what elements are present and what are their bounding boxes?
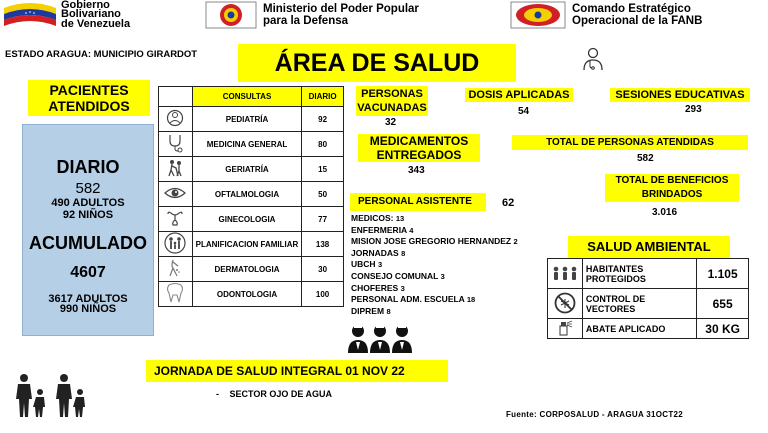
personal-total: 62	[502, 197, 515, 209]
medicamentos-line-2: ENTREGADOS	[376, 148, 462, 162]
header-command	[510, 0, 702, 30]
header-gov	[2, 0, 130, 30]
personas-vacunadas-line-2: VACUNADAS	[357, 102, 427, 114]
header-ministry	[205, 0, 419, 30]
total-beneficios-line-2: BRINDADOS	[641, 188, 703, 200]
medicamentos-value: 343	[408, 165, 425, 176]
consulta-label: PLANIFICACION FAMILIAR	[192, 232, 301, 257]
sector-label: SECTOR OJO DE AGUA	[229, 389, 333, 399]
ministry-line-1: Ministerio del Poder Popular	[263, 3, 419, 15]
consulta-label: DERMATOLOGIA	[192, 257, 301, 282]
family-pictogram-icon	[14, 373, 94, 418]
ambiental-value: 1.105	[697, 259, 749, 289]
ambiental-value: 30 KG	[697, 319, 749, 339]
acumulado-ninos: 990 NIÑOS	[59, 303, 117, 315]
table-row	[159, 132, 344, 157]
diario-label: DIARIO	[56, 157, 120, 177]
diario-col-header: DIARIO	[302, 87, 344, 107]
list-item: CHOFERES 3	[351, 282, 405, 293]
medicamentos-line-1: MEDICAMENTOS	[369, 134, 469, 148]
acumulado-total: 4607	[70, 264, 106, 281]
venezuela-flag-icon	[2, 0, 58, 30]
table-row	[159, 157, 344, 182]
list-item: PERSONAL ADM. ESCUELA 18	[351, 294, 476, 305]
consultas-header-row	[159, 87, 344, 107]
medical-staff-icon	[347, 322, 413, 354]
ambiental-table	[547, 258, 749, 339]
list-item: MISION JOSE GREGORIO HERNANDEZ 2	[351, 236, 518, 247]
pacientes-heading	[28, 80, 150, 116]
consulta-value: 77	[302, 207, 344, 232]
gov-text	[61, 1, 130, 30]
list-item: UBCH 3	[351, 259, 383, 270]
personas-vacunadas-value: 32	[385, 117, 397, 128]
skin-icon	[165, 258, 185, 278]
dosis-value: 54	[518, 106, 530, 117]
gov-line-1: Gobierno	[61, 0, 110, 11]
consulta-value: 80	[302, 132, 344, 157]
gov-line-3: de Venezuela	[61, 17, 131, 30]
table-row	[548, 289, 749, 319]
total-personas-label: TOTAL DE PERSONAS ATENDIDAS	[512, 135, 748, 150]
ambiental-label: HABITANTES PROTEGIDOS	[582, 259, 696, 289]
uterus-icon	[165, 208, 185, 228]
acumulado-label: ACUMULADO	[29, 233, 147, 253]
personal-label: PERSONAL ASISTENTE	[350, 193, 486, 211]
ministry-line-2: para la Defensa	[263, 15, 349, 27]
consulta-label: GINECOLOGIA	[192, 207, 301, 232]
people-icon	[551, 266, 579, 280]
sector-line	[216, 389, 332, 399]
consulta-label: PEDIATRÍA	[192, 107, 301, 132]
total-beneficios-value: 3.016	[652, 207, 678, 218]
command-line-2: Operacional de la FANB	[572, 15, 703, 27]
list-item: DIPREM 8	[351, 305, 391, 316]
total-beneficios-label	[605, 174, 739, 202]
fuente-label: Fuente: CORPOSALUD - ARAGUA 31OCT22	[506, 410, 684, 419]
table-row	[159, 282, 344, 307]
page-title: ÁREA DE SALUD	[238, 44, 516, 82]
list-item: CONSEJO COMUNAL 3	[351, 270, 445, 281]
consulta-label: GERIATRÍA	[192, 157, 301, 182]
consulta-label: ODONTOLOGIA	[192, 282, 301, 307]
ceofanb-seal-icon	[510, 1, 566, 29]
family-icon	[164, 232, 186, 254]
list-item: MEDICOS: 13	[351, 213, 405, 223]
consulta-value: 100	[302, 282, 344, 307]
list-item: JORNADAS 8	[351, 247, 406, 258]
dosis-label: DOSIS APLICADAS	[465, 88, 573, 102]
consulta-label: OFTALMOLOGIA	[192, 182, 301, 207]
command-line-1: Comando Estratégico	[572, 3, 691, 15]
diario-total: 582	[75, 180, 101, 197]
total-personas-value: 582	[637, 153, 654, 164]
total-beneficios-line-1: TOTAL DE BENEFICIOS	[615, 175, 729, 186]
personas-vacunadas-line-1: PERSONAS	[361, 88, 423, 100]
ambiental-title: SALUD AMBIENTAL	[568, 236, 730, 258]
table-row	[159, 257, 344, 282]
gov-line-2: Bolivariano	[61, 8, 121, 21]
consulta-value: 50	[302, 182, 344, 207]
consultas-table	[158, 86, 344, 307]
ambiental-label: CONTROL DE VECTORES	[582, 289, 696, 319]
baby-icon	[165, 108, 185, 128]
diario-ninos: 92 NIÑOS	[62, 209, 114, 221]
consulta-value: 15	[302, 157, 344, 182]
ministry-text	[263, 3, 419, 27]
ambiental-label: ABATE APLICADO	[582, 319, 696, 339]
ambiental-value: 655	[697, 289, 749, 319]
table-row	[548, 319, 749, 339]
table-row	[159, 182, 344, 207]
no-mosquito-icon	[554, 292, 576, 314]
consulta-value: 138	[302, 232, 344, 257]
diario-adultos: 490 ADULTOS	[51, 197, 125, 209]
sesiones-value: 293	[685, 104, 702, 115]
personas-vacunadas-label	[356, 86, 428, 116]
pacientes-heading-line-2: ATENDIDOS	[48, 98, 130, 114]
table-row	[159, 107, 344, 132]
location-label: ESTADO ARAGUA: MUNICIPIO GIRARDOT	[5, 49, 198, 60]
consultas-header-blank	[159, 87, 193, 107]
tooth-icon	[165, 282, 185, 304]
stethoscope-icon	[165, 133, 185, 153]
acumulado-adultos: 3617 ADULTOS	[48, 293, 128, 305]
table-row	[548, 259, 749, 289]
pacientes-panel	[22, 124, 154, 336]
ministry-seal-icon	[205, 1, 257, 29]
jornada-banner: JORNADA DE SALUD INTEGRAL 01 NOV 22	[146, 360, 448, 382]
spray-icon	[556, 320, 574, 336]
pacientes-heading-line-1: PACIENTES	[49, 82, 129, 98]
elderly-icon	[165, 158, 185, 178]
eye-icon	[164, 183, 186, 203]
medicamentos-label	[358, 134, 480, 162]
consultas-col-header: CONSULTAS	[192, 87, 301, 107]
sector-bullet: -	[216, 389, 219, 399]
consulta-value: 92	[302, 107, 344, 132]
command-text	[572, 3, 702, 27]
consulta-label: MEDICINA GENERAL	[192, 132, 301, 157]
table-row	[159, 207, 344, 232]
sesiones-label: SESIONES EDUCATIVAS	[610, 88, 750, 102]
consulta-value: 30	[302, 257, 344, 282]
table-row	[159, 232, 344, 257]
personal-list	[351, 213, 518, 317]
doctor-icon	[582, 47, 604, 71]
list-item: ENFERMERIA 4	[351, 224, 414, 235]
